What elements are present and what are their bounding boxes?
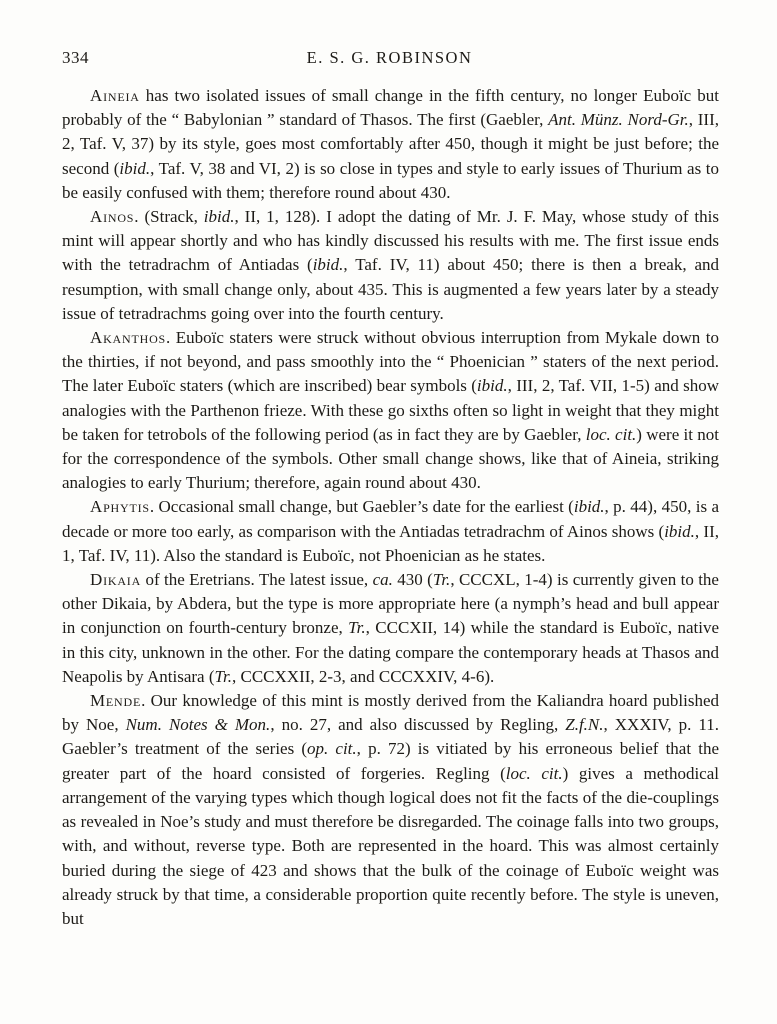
- body-text-segment: . (Strack,: [134, 207, 204, 227]
- citation-text: Tr.: [348, 618, 366, 638]
- citation-text: ca.: [372, 570, 393, 590]
- body-text-segment: , CCCXL, 1-4) is currently given to the other Dikaia, by Abdera, but the type is more appropriate here (a nymph’s head and bull appear in conjunction on fourth-century bronze,: [62, 570, 719, 638]
- body-text-segment: 430 (: [392, 570, 433, 590]
- citation-text: op. cit.: [307, 739, 357, 759]
- body-text-segment: , II, 1, Taf. IV, 11). Also the standard is Euboïc, not Phoenician as he states.: [62, 521, 719, 565]
- body-text-segment: of the Eretrians. The latest issue,: [141, 570, 373, 590]
- entry-heading: Aineia: [90, 86, 140, 105]
- body-text-segment: , p. 44), 450, is a decade or more too early, as comparison with the Antiadas tetradrachm of Ainos shows (: [62, 497, 719, 541]
- body-text-segment: , CCCXII, 14) while the standard is Euboïc, native in this city, unknown in the other. For the dating compare the contemporary heads at Thasos and Neapolis by Antisara (: [62, 618, 720, 686]
- paragraph-akanthos: [62, 326, 719, 495]
- body-text-segment: , II, 1, 128). I adopt the dating of Mr. J. F. May, whose study of this mint will appear shortly and who has kindly discussed his results with me. The first issue ends with the tetradrachm of Antiadas (: [62, 207, 719, 275]
- body-text-segment: has two isolated issues of small change in the fifth century, no longer Euboïc but probably of the “ Babylonian ” standard of Thasos. The first (Gaebler,: [62, 86, 719, 130]
- page-number: 334: [62, 48, 89, 67]
- entry-heading: Mende: [90, 691, 142, 711]
- body-text-segment: . Occasional small change, but Gaebler’s date for the earliest (: [149, 497, 574, 517]
- citation-text: Ant. Münz. Nord-Gr.: [548, 110, 689, 130]
- body-text-segment: , III, 2, Taf. VII, 1-5) and show analogies with the Parthenon frieze. With these go sixths often so light in weight that they might be taken for tetrobols of the following period (as in fact they are by Gaebler,: [62, 376, 719, 444]
- entry-heading: Aphytis: [90, 497, 150, 517]
- citation-text: ibid.: [664, 521, 695, 541]
- entry-heading: Akanthos: [90, 328, 167, 348]
- body-text-segment: , Taf. IV, 11) about 450; there is then a break, and resumption, with small change only, about 435. This is augmented a few years later by a steady issue of tetradrachms going over into the fourth century.: [62, 255, 719, 323]
- paragraph-aphytis: [62, 495, 719, 568]
- page-body: [62, 84, 719, 931]
- paragraph-ainos: [62, 205, 719, 326]
- paragraph-aineia: [62, 84, 719, 205]
- citation-text: loc. cit.: [505, 763, 563, 783]
- body-text-segment: , XXXIV, p. 11. Gaebler’s treatment of the series (: [62, 715, 719, 759]
- citation-text: loc. cit.: [585, 424, 637, 444]
- citation-text: ibid.: [119, 158, 151, 178]
- entry-heading: Ainos: [90, 207, 135, 227]
- body-text-segment: . Euboïc staters were struck without obvious interruption from Mykale down to the thirties, if not beyond, and pass smoothly into the “ Phoenician ” staters of the next period. The later Euboïc staters (which are inscribed) bear symbols (: [62, 328, 719, 396]
- citation-text: Z.f.N.: [565, 715, 604, 735]
- citation-text: Tr.: [214, 666, 232, 686]
- body-text-segment: . Our knowledge of this mint is mostly derived from the Kaliandra hoard published by Noe,: [62, 691, 719, 735]
- citation-text: ibid.: [312, 255, 344, 275]
- body-text-segment: , no. 27, and also discussed by Regling,: [270, 715, 566, 735]
- paragraph-dikaia: [62, 568, 719, 689]
- body-text-segment: , Taf. V, 38 and VI, 2) is so close in types and style to early issues of Thurium as to be easily confused with them; therefore round about 430.: [62, 158, 719, 202]
- body-text-segment: , CCCXXII, 2-3, and CCCXXIV, 4-6).: [232, 666, 495, 686]
- body-text-segment: , III, 2, Taf. V, 37) by its style, goes most comfortably after 450, though it might be just before; the second (: [62, 110, 720, 178]
- citation-text: ibid.: [573, 497, 605, 517]
- citation-text: ibid.: [476, 376, 508, 396]
- body-text-segment: ) gives a methodical arrangement of the varying types which though logical does not fit the facts of the die-couplings as revealed in Noe’s study and must therefore be disregarded. The coinage falls into two groups, with, and without, reverse type. Both are represented in the hoard. This was almost certainly buried during the siege of 423 and shows that the bulk of the coinage of Euboïc weight was already struck by that time, a considerable proportion quite recently before. The style is uneven, but: [62, 763, 719, 928]
- citation-text: ibid.: [203, 207, 235, 227]
- entry-heading: Dikaia: [90, 570, 142, 590]
- paragraph-mende: [62, 689, 719, 931]
- citation-text: Num. Notes & Mon.: [125, 715, 271, 735]
- body-text-segment: , p. 72) is vitiated by his erroneous belief that the greater part of the hoard consisted of forgeries. Regling (: [62, 739, 719, 783]
- running-header-author: E. S. G. ROBINSON: [306, 48, 473, 67]
- body-text-segment: ) were it not for the correspondence of the symbols. Other small change shows, like that of Aineia, striking analogies to early Thurium; therefore, again round about 430.: [62, 424, 719, 493]
- citation-text: Tr.: [432, 570, 451, 590]
- page-header: [62, 48, 717, 72]
